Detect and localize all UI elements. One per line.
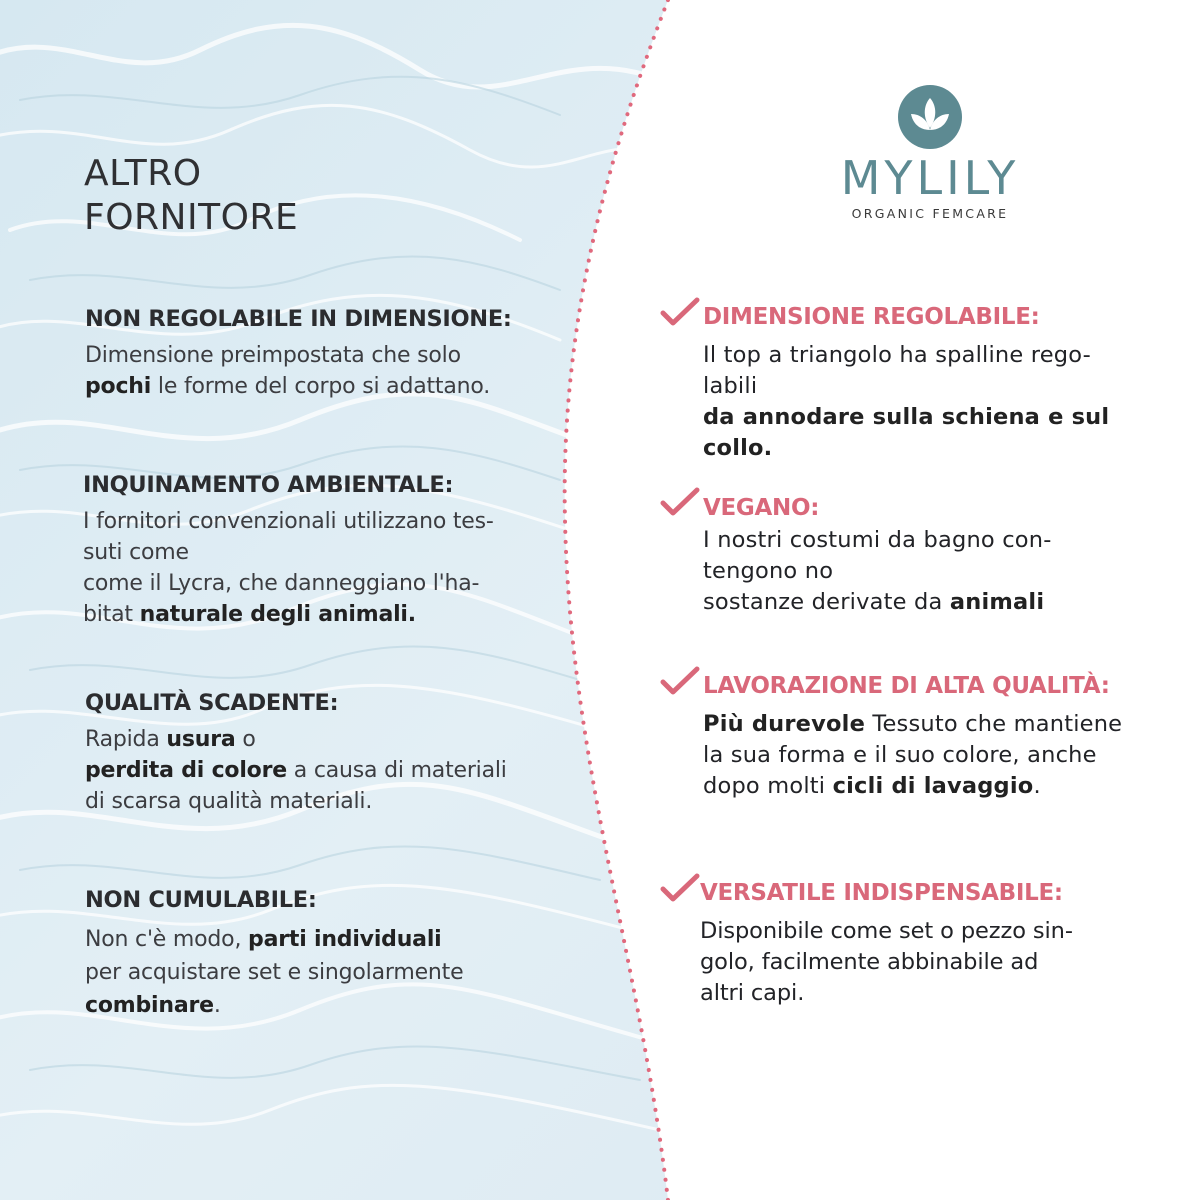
- left-section-body: Non c'è modo, parti individuali per acquistare set e singolarmente combinare.: [85, 927, 464, 1018]
- left-title-line1: ALTRO: [84, 153, 202, 194]
- left-section-body: Rapida usura o perdita di colore a causa di materiali di scarsa qualità materiali.: [85, 727, 507, 814]
- left-section-heading: INQUINAMENTO AMBIENTALE:: [83, 472, 454, 498]
- right-section-2: [703, 495, 1052, 618]
- right-section-heading: VEGANO:: [703, 495, 820, 521]
- right-section-3: [703, 673, 1122, 802]
- right-section-heading: DIMENSIONE REGOLABILE:: [703, 304, 1040, 330]
- right-section-1: [703, 304, 1109, 464]
- left-section-4: [85, 887, 463, 1022]
- right-section-body: I nostri costumi da bagno con- tengono no sostanze derivate da animali: [703, 527, 1052, 615]
- brand-name: MYLILY: [840, 151, 1020, 205]
- checkmark-icon: [660, 296, 700, 328]
- left-section-2: [83, 472, 494, 630]
- right-section-body: Disponibile come set o pezzo sin- golo, facilmente abbinabile ad altri capi.: [700, 918, 1073, 1006]
- left-section-1: [85, 306, 512, 402]
- right-section-body: Il top a triangolo ha spalline rego- labili da annodare sulla schiena e sul collo.: [703, 342, 1110, 461]
- right-section-body: Più durevole Tessuto che mantiene la sua forma e il suo colore, anche dopo molti cicli di lavaggio.: [703, 711, 1123, 799]
- checkmark-icon: [660, 872, 700, 904]
- left-section-3: [85, 690, 507, 817]
- checkmark-icon: [660, 665, 700, 697]
- right-section-heading: LAVORAZIONE DI ALTA QUALITÀ:: [703, 673, 1110, 699]
- left-section-heading: NON REGOLABILE IN DIMENSIONE:: [85, 306, 512, 332]
- right-section-4: [700, 880, 1073, 1009]
- left-section-heading: NON CUMULABILE:: [85, 887, 317, 913]
- lotus-icon: [897, 84, 963, 150]
- left-title: [84, 152, 298, 240]
- checkmark-icon: [660, 486, 700, 518]
- right-section-heading: VERSATILE INDISPENSABILE:: [700, 880, 1063, 906]
- left-section-body: Dimensione preimpostata che solo pochi le forme del corpo si adattano.: [85, 343, 491, 399]
- left-section-heading: QUALITÀ SCADENTE:: [85, 690, 339, 716]
- brand-tagline: ORGANIC FEMCARE: [851, 206, 1009, 221]
- left-section-body: I fornitori convenzionali utilizzano tes- suti come come il Lycra, che danneggiano l'ha- bitat naturale degli animali.: [83, 509, 494, 627]
- left-title-line2: FORNITORE: [84, 197, 299, 238]
